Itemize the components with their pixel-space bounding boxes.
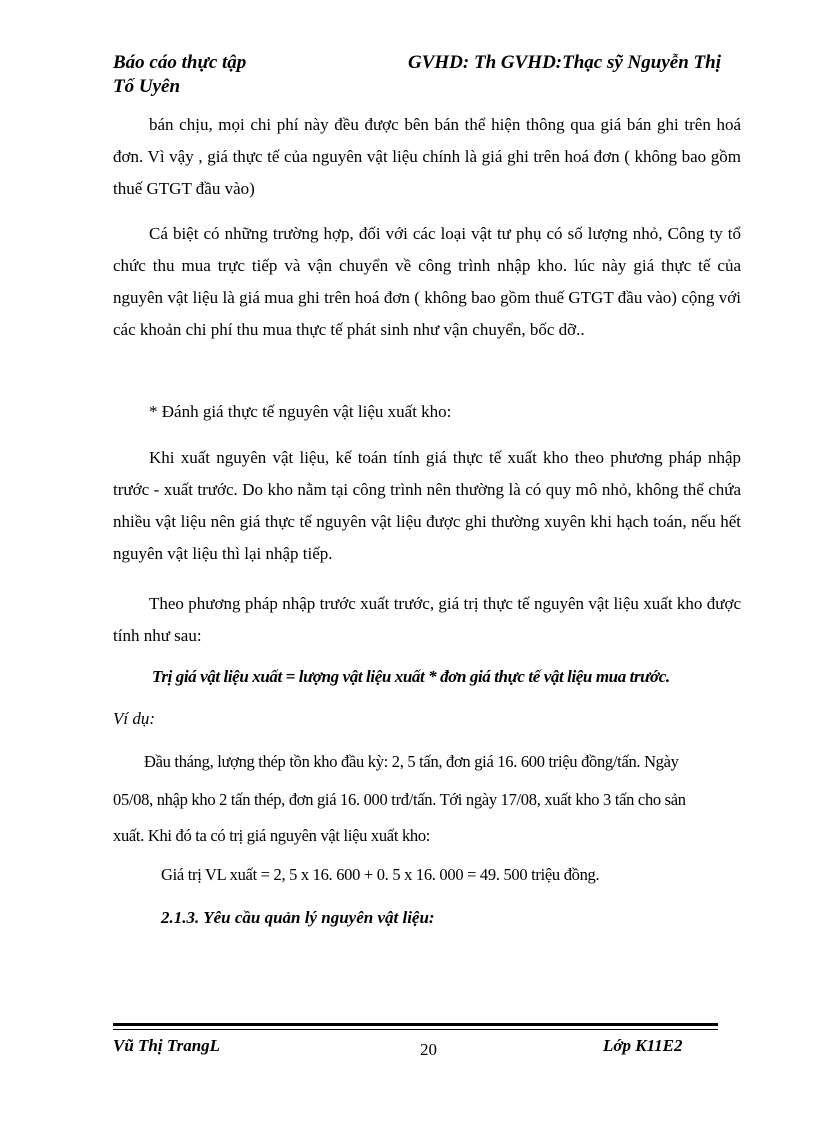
header-left-line2: Tố Uyên [113,76,181,97]
section-heading: 2.1.3. Yêu cầu quản lý nguyên vật liệu: [161,908,435,927]
footer-rule-thin [113,1029,718,1030]
footer-class: Lớp K11E2 [603,1036,683,1055]
paragraph-5: Theo phương pháp nhập trước xuất trước, giá trị thực tế nguyên vật liệu xuất kho được tính như sau: [113,594,741,645]
paragraph-2: Cá biệt có những trường hợp, đối với các loại vật tư phụ có số lượng nhỏ, Công ty tổ chức thu mua trực tiếp và vận chuyển về công trình nhập kho. lúc này giá thực tế của nguyên vật liệu là giá mua ghi trên hoá đơn ( không bao gồm thuế GTGT đầu vào) cộng với các khoản chi phí thu mua thực tế phát sinh như vận chuyển, bốc dỡ.. [113,224,741,339]
footer-author: Vũ Thị TrangL [113,1036,221,1055]
formula: Trị giá vật liệu xuất = lượng vật liệu xuất * đơn giá thực tế vật liệu mua trước. [152,667,670,686]
header-left-line1: Báo cáo thực tập [113,52,247,73]
example-line-1: Đầu tháng, lượng thép tồn kho đầu kỳ: 2, 5 tấn, đơn giá 16. 600 triệu đồng/tấn. Ngày [144,752,679,771]
example-label: Ví dụ: [113,709,156,728]
example-line-3: xuất. Khi đó ta có trị giá nguyên vật liệu xuất kho: [113,826,431,845]
page-number: 20 [420,1040,437,1059]
example-line-2: 05/08, nhập kho 2 tấn thép, đơn giá 16. 000 trđ/tấn. Tới ngày 17/08, xuất kho 3 tấn cho sản [113,790,686,809]
paragraph-4: Khi xuất nguyên vật liệu, kế toán tính giá thực tế xuất kho theo phương pháp nhập trước - xuất trước. Do kho nằm tại công trình nên thường là có quy mô nhỏ, không thể chứa nhiều vật liệu nên giá thực tế nguyên vật liệu được ghi thường xuyên khi hạch toán, nếu hết nguyên vật liệu thì lại nhập tiếp. [113,448,741,563]
paragraph-3: * Đánh giá thực tế nguyên vật liệu xuất kho: [149,402,452,421]
footer-rule-thick [113,1023,718,1026]
header-right: GVHD: Th GVHD:Thạc sỹ Nguyễn Thị [408,52,721,73]
paragraph-1: bán chịu, mọi chi phí này đều được bên bán thể hiện thông qua giá bán ghi trên hoá đơn. Vì vậy , giá thực tế của nguyên vật liệu chính là giá ghi trên hoá đơn ( không bao gồm thuế GTGT đầu vào) [113,115,741,198]
calculation: Giá trị VL xuất = 2, 5 x 16. 600 + 0. 5 x 16. 000 = 49. 500 triệu đồng. [161,865,600,884]
